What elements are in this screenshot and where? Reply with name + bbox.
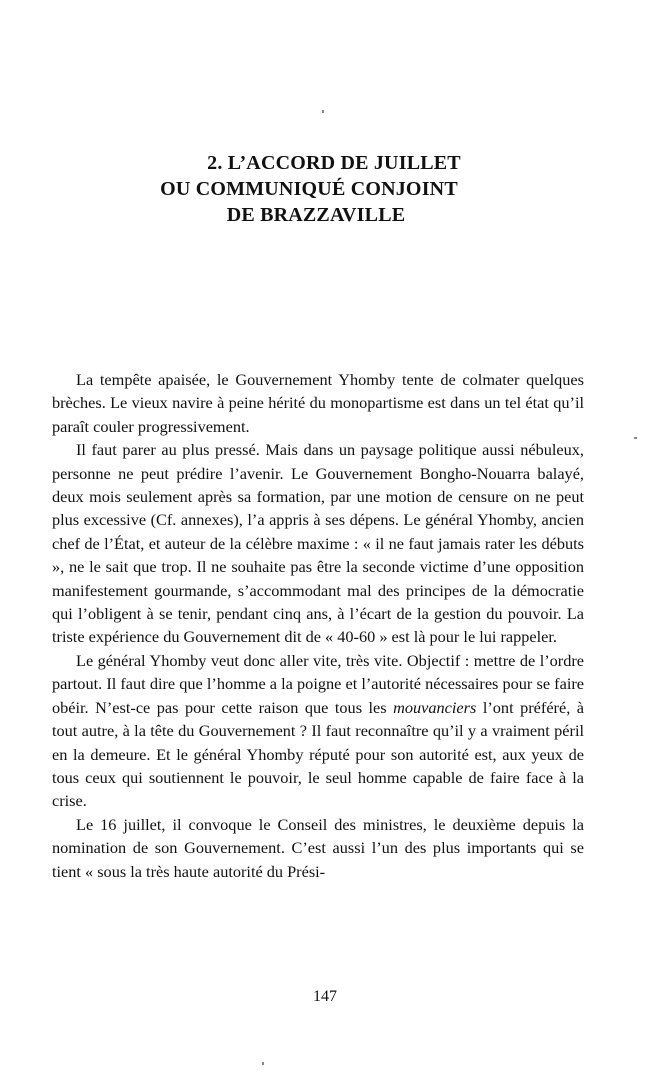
page-number: 147 — [313, 988, 337, 1005]
paragraph-3-italic-term: mouvanciers — [393, 697, 477, 717]
paragraph-1: La tempête apaisée, le Gouvernement Yhomby tente de colmater quelques brèches. Le vieux navire à peine hérité du monopartisme est dans un tel état qu’il paraît couler progressivement. — [52, 370, 584, 436]
scan-speck — [634, 437, 637, 439]
paragraph-2: Il faut parer au plus pressé. Mais dans un paysage politique aussi nébuleux, personne ne peut prédire l’avenir. Le Gouvernement Bongho-Nouarra balayé, deux mois seulement après sa formation, par une motion de censure on ne peut plus excessive (Cf. annexes), l’a appris à ses dépens. Le général Yhomby, ancien chef de l’État, et auteur de la célèbre maxime : « il ne faut jamais rater les débuts », ne le sait que trop. Il ne souhaite pas être la seconde victime d’une opposition manifestement gourmande, s’accommodant mal des principes de la démocratie qui l’obligent à se tenir, pendant cinq ans, à l’écart de la gestion du pouvoir. La triste expérience du Gouvernement dit de « 40-60 » est là pour le lui rappeler. — [52, 440, 584, 647]
paragraph-3-text-after: l’ont préféré, à tout autre, à la tête du Gouvernement ? Il faut reconnaître qu’il y a vraiment péril en la demeure. Et le général Yhomby réputé pour son autorité est, aux yeux de tous ceux qui soutiennent le pouvoir, le seul homme capable de faire face à la crise. — [52, 697, 584, 811]
paragraph-4: Le 16 juillet, il convoque le Conseil des ministres, le deuxième depuis la nomination de son Gouvernement. C’est aussi l’un des plus importants qui se tient « sous la très haute autorité du Prési- — [52, 814, 584, 881]
chapter-title-line-1: 2. L’ACCORD DE JUILLET — [207, 152, 461, 174]
scan-speck — [262, 1062, 264, 1065]
paragraph-3 — [52, 649, 584, 813]
chapter-title-line-3: DE BRAZZAVILLE — [226, 204, 406, 226]
chapter-title-line-2: OU COMMUNIQUÉ CONJOINT — [160, 178, 458, 200]
body-text — [52, 368, 584, 883]
paragraph-3-text-before: Le général Yhomby veut donc aller vite, très vite. Objectif : mettre de l’ordre partout. Il faut dire que l’homme a la poigne et l’autorité nécessaires pour se faire obéir. N’est-ce pas pour cette raison que tous les — [52, 650, 584, 717]
chapter-title — [0, 150, 650, 228]
scan-speck — [322, 110, 324, 113]
